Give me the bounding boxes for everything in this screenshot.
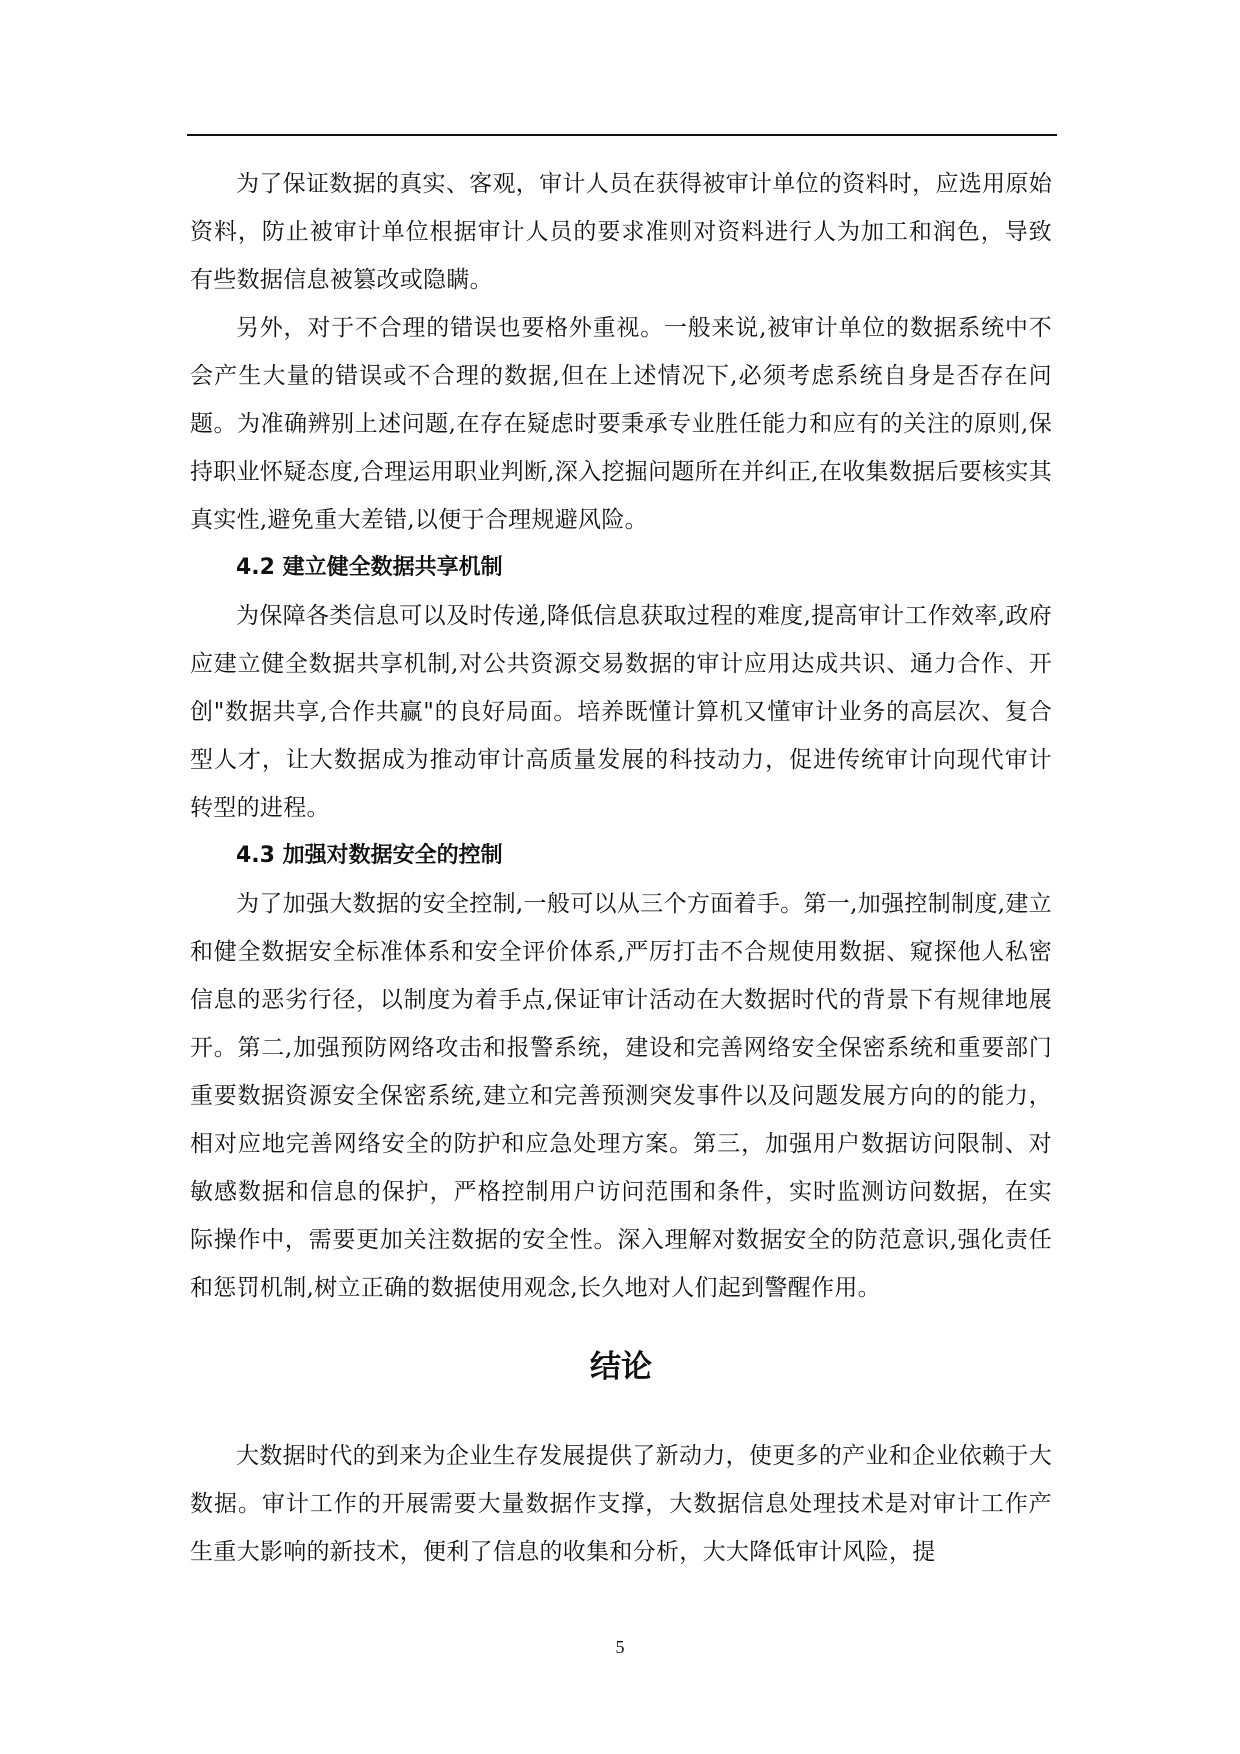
section-heading-4-2: 4.2 建立健全数据共享机制 [236,555,503,580]
section-heading-4-3: 4.3 加强对数据安全的控制 [236,843,503,868]
page-content [190,160,1052,1576]
paragraph-data-authenticity: 为了保证数据的真实、客观，审计人员在获得被审计单位的资料时，应选用原始资料，防止被审计单位根据审计人员的要求准则对资料进行人为加工和润色，导致有些数据信息被篡改或隐瞒。 [190,171,1052,293]
conclusion-title: 结论 [590,1349,652,1385]
paragraph-data-sharing: 为保障各类信息可以及时传递,降低信息获取过程的难度,提高审计工作效率,政府应建立健全数据共享机制,对公共资源交易数据的审计应用达成共识、通力合作、开创"数据共享,合作共赢"的良好局面。培养既懂计算机又懂审计业务的高层次、复合型人才，让大数据成为推动审计高质量发展的科技动力，促进传统审计向现代审计转型的进程。 [190,603,1052,821]
paragraph-conclusion: 大数据时代的到来为企业生存发展提供了新动力，使更多的产业和企业依赖于大数据。审计工作的开展需要大量数据作支撑，大数据信息处理技术是对审计工作产生重大影响的新技术，便利了信息的收集和分析，大大降低审计风险，提 [190,1443,1052,1565]
paragraph-data-security: 为了加强大数据的安全控制,一般可以从三个方面着手。第一,加强控制制度,建立和健全数据安全标准体系和安全评价体系,严厉打击不合规使用数据、窥探他人私密信息的恶劣行径，以制度为着手点,保证审计活动在大数据时代的背景下有规律地展开。第二,加强预防网络攻击和报警系统，建设和完善网络安全保密系统和重要部门重要数据资源安全保密系统,建立和完善预测突发事件以及问题发展方向的的能力，相对应地完善网络安全的防护和应急处理方案。第三，加强用户数据访问限制、对敏感数据和信息的保护，严格控制用户访问范围和条件，实时监测访问数据，在实际操作中，需要更加关注数据的安全性。深入理解对数据安全的防范意识,强化责任和惩罚机制,树立正确的数据使用观念,长久地对人们起到警醒作用。 [190,891,1052,1301]
header-rule [187,134,1057,136]
paragraph-unreasonable-errors: 另外，对于不合理的错误也要格外重视。一般来说,被审计单位的数据系统中不会产生大量的错误或不合理的数据,但在上述情况下,必须考虑系统自身是否存在问题。为准确辨别上述问题,在存在疑虑时要秉承专业胜任能力和应有的关注的原则,保持职业怀疑态度,合理运用职业判断,深入挖掘问题所在并纠正,在收集数据后要核实其真实性,避免重大差错,以便于合理规避风险。 [190,315,1052,533]
page-number: 5 [615,1637,625,1657]
